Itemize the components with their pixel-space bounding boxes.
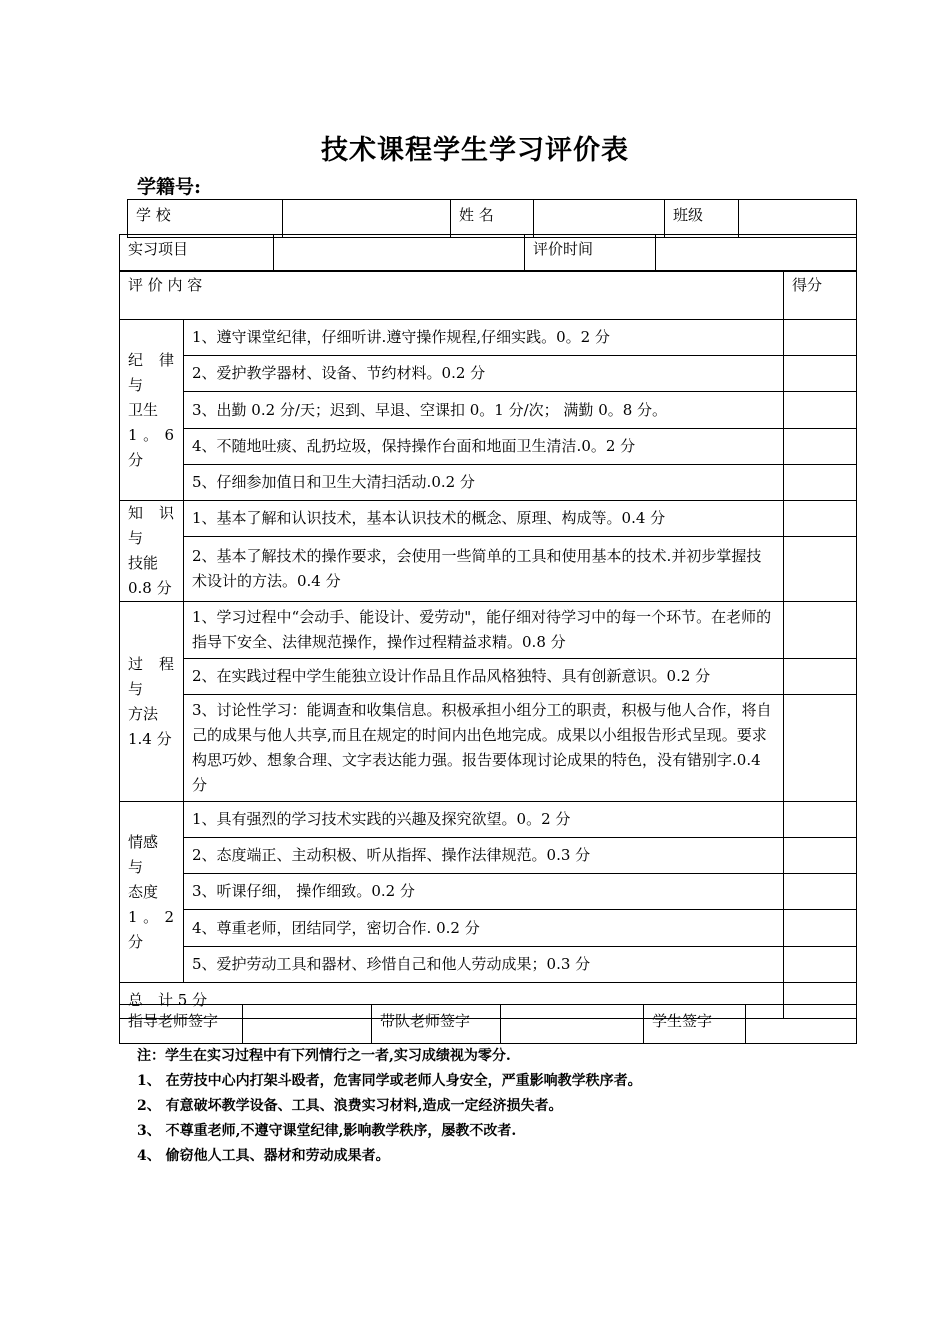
note-item: 1、 在劳技中心内打架斗殴者，危害同学或老师人身安全，严重影响教学秩序者。	[137, 1073, 642, 1089]
student-sign-field[interactable]	[746, 1005, 857, 1044]
score-cell[interactable]	[784, 802, 857, 838]
criteria-item: 4、尊重老师，团结同学，密切合作. 0.2 分	[184, 910, 784, 947]
score-cell[interactable]	[784, 320, 857, 356]
name-label: 姓 名	[451, 200, 534, 238]
score-cell[interactable]	[784, 356, 857, 392]
project-label: 实习项目	[120, 235, 274, 272]
class-field[interactable]	[739, 200, 857, 238]
category-process: 过 程 与 方法 1.4 分	[120, 602, 184, 802]
school-field[interactable]	[283, 200, 451, 238]
category-knowledge: 知 识 与 技能 0.8 分	[120, 501, 184, 602]
score-cell[interactable]	[784, 947, 857, 983]
note-heading: 注：学生在实习过程中有下列情行之一者,实习成绩视为零分.	[137, 1048, 511, 1064]
score-cell[interactable]	[784, 537, 857, 602]
instructor-sign-label: 指导老师签字	[120, 1005, 243, 1044]
header-table-2	[119, 234, 857, 272]
criteria-item: 3、讨论性学习：能调查和收集信息。积极承担小组分工的职责，积极与他人合作，将自己的成果与他人共享,而且在规定的时间内出色地完成。成果以小组报告形式呈现。要求构思巧妙、想象合理、文字表达能力强。报告要体现讨论成果的特色，没有错别字.0.4 分	[184, 695, 784, 802]
score-cell[interactable]	[784, 838, 857, 874]
notes-section	[137, 1044, 642, 1169]
score-cell[interactable]	[784, 874, 857, 910]
criteria-item: 1、学习过程中“会动手、能设计、爱劳动"，能仔细对待学习中的每一个环节。在老师的指导下安全、法律规范操作，操作过程精益求精。0.8 分	[184, 602, 784, 659]
note-item: 3、 不尊重老师,不遵守课堂纪律,影响教学秩序，屡教不改者.	[137, 1123, 517, 1139]
name-field[interactable]	[534, 200, 665, 238]
criteria-item: 5、仔细参加值日和卫生大清扫活动.0.2 分	[184, 465, 784, 501]
eval-time-field[interactable]	[656, 235, 857, 272]
category-attitude: 情感 与 态度 1 。 2 分	[120, 802, 184, 983]
school-label: 学 校	[128, 200, 283, 238]
class-label: 班级	[665, 200, 739, 238]
student-id-label: 学籍号:	[137, 176, 202, 198]
criteria-item: 1、具有强烈的学习技术实践的兴趣及探究欲望。0。2 分	[184, 802, 784, 838]
score-cell[interactable]	[784, 465, 857, 501]
criteria-item: 2、态度端正、主动积极、听从指挥、操作法律规范。0.3 分	[184, 838, 784, 874]
instructor-sign-field[interactable]	[243, 1005, 372, 1044]
score-cell[interactable]	[784, 501, 857, 537]
content-header: 评 价 内 容	[120, 271, 784, 320]
criteria-item: 3、听课仔细， 操作细致。0.2 分	[184, 874, 784, 910]
criteria-item: 4、不随地吐痰、乱扔垃圾，保持操作台面和地面卫生清洁.0。2 分	[184, 429, 784, 465]
criteria-item: 1、遵守课堂纪律，仔细听讲.遵守操作规程,仔细实践。0。2 分	[184, 320, 784, 356]
leader-sign-field[interactable]	[501, 1005, 644, 1044]
total-label: 总 计 5 分	[120, 983, 784, 1019]
score-cell[interactable]	[784, 429, 857, 465]
header-table-1	[127, 199, 857, 238]
note-item: 4、 偷窃他人工具、器材和劳动成果者。	[137, 1148, 390, 1164]
score-cell[interactable]	[784, 392, 857, 429]
criteria-item: 1、基本了解和认识技术，基本认识技术的概念、原理、构成等。0.4 分	[184, 501, 784, 537]
page-title: 技术课程学生学习评价表	[321, 135, 629, 166]
criteria-item: 2、在实践过程中学生能独立设计作品且作品风格独特、具有创新意识。0.2 分	[184, 659, 784, 695]
criteria-item: 3、出勤 0.2 分/天；迟到、早退、空课扣 0。1 分/次； 满勤 0。8 分。	[184, 392, 784, 429]
signature-table	[119, 1004, 857, 1044]
evaluation-table	[119, 270, 857, 1019]
category-discipline: 纪 律 与 卫生 1 。 6 分	[120, 320, 184, 501]
project-field[interactable]	[274, 235, 525, 272]
criteria-item: 5、爱护劳动工具和器材、珍惜自己和他人劳动成果；0.3 分	[184, 947, 784, 983]
student-sign-label: 学生签字	[644, 1005, 746, 1044]
criteria-item: 2、基本了解技术的操作要求，会使用一些简单的工具和使用基本的技术.并初步掌握技术设计的方法。0.4 分	[184, 537, 784, 602]
score-header: 得分	[784, 271, 857, 320]
eval-time-label: 评价时间	[525, 235, 656, 272]
score-cell[interactable]	[784, 602, 857, 659]
note-item: 2、 有意破坏教学设备、工具、浪费实习材料,造成一定经济损失者。	[137, 1098, 563, 1114]
score-cell[interactable]	[784, 910, 857, 947]
leader-sign-label: 带队老师签字	[372, 1005, 501, 1044]
score-cell[interactable]	[784, 659, 857, 695]
criteria-item: 2、爱护教学器材、设备、节约材料。0.2 分	[184, 356, 784, 392]
score-cell[interactable]	[784, 695, 857, 802]
